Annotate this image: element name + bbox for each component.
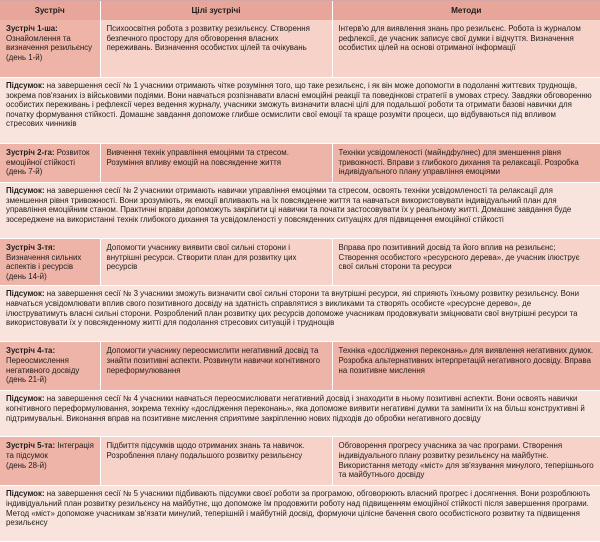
meeting-day: (день 28-й) bbox=[6, 460, 47, 470]
meeting-subtitle: Інтеграція та підсумок bbox=[6, 441, 94, 460]
methods-cell: Обговорення прогресу учасника за час програми. Створення індивідуального плану розвитку резильєнсу на майбутнє. Використання методу «міст» для зв'язування минулого, теперішнього та майбутнього досвіду bbox=[332, 437, 600, 486]
header-goals: Цілі зустрічі bbox=[100, 1, 332, 20]
meeting-row bbox=[0, 342, 600, 391]
summary-cell bbox=[0, 391, 600, 437]
methods-cell: Інтерв'ю для виявлення знань про резильєнс. Робота із журналом рефлексії, де учасник записує свої думки і відчуття. Визначення особистих цілей на основі отриманої інформації bbox=[332, 20, 600, 78]
goals-cell: Допомогти учаснику переосмислити негативний досвід та знайти позитивні аспекти. Розвинути навички когнітивного переформулювання bbox=[100, 342, 332, 391]
meeting-cell bbox=[0, 437, 100, 486]
meeting-subtitle: Розвиток емоційної стійкості bbox=[6, 148, 90, 167]
summary-row bbox=[0, 183, 600, 239]
summary-text: на завершення сесії № 2 учасники отримають навички управління емоціями та стресом, освоять техніки усвідомленості та релаксації для зменшення рівня тривожності. Вони зрозуміють, як емоції впливають на їх повсякденне життя та навчаться використовувати індивідуальний план для управління емоційним станом. Практичні вправи допоможуть закріпити ці навички та почати застосовувати їх у реальному житті. Домашнє завдання буде зосереджене на використанні технік глибокого дихання та усвідомленості у повсякденних ситуаціях для підвищення емоційної стійкості bbox=[6, 186, 572, 224]
meeting-title: Зустріч 2-га: bbox=[6, 148, 55, 157]
header-meeting: Зустріч bbox=[0, 1, 100, 20]
summary-cell bbox=[0, 78, 600, 144]
summary-text: на завершення сесії № 5 учасники підбивають підсумки своєї роботи за програмою, обговорюють власний прогрес і досягнення. Вони розроблюють індивідуальний план розвитку резильєнсу на майбутнє, що допоможе їм продовжити роботу над підвищенням емоційної стійкості після завершення програми. Метод «міст» допоможе учасникам зв'язати минулий, теперішній і майбутній досвід, формуючи цілісне бачення свого особистісного розвитку та підвищення резильєнсу bbox=[6, 489, 591, 528]
meeting-title: Зустріч 5-та: bbox=[6, 441, 56, 451]
goals-cell: Вивчення технік управління емоціями та стресом. Розуміння впливу емоцій на повсякденне життя bbox=[100, 144, 332, 183]
summary-row bbox=[0, 78, 600, 144]
meeting-subtitle: Переосмислення негативного досвіду bbox=[6, 355, 80, 375]
summary-label: Підсумок: bbox=[6, 489, 45, 499]
meeting-row bbox=[0, 437, 600, 486]
methods-cell: Вправа про позитивний досвід та його вплив на резильєнс; Створення особистого «ресурсного дерева», де учасник ілюструє свої сильні сторони та ресурси bbox=[332, 239, 600, 286]
summary-text: на завершення сесії № 3 учасники зможуть визначити свої сильні сторони та внутрішні ресурси, які сприяють їхньому розвитку резильєнсу. Вони навчаться усвідомлювати вплив свого позитивного досвіду на здатність справлятися з викликами та створять особисте «ресурсне дерево», де ілюструватимуть власні сильні сторони. Розроблений план розвитку цих ресурсів допоможе учасникам продовжувати зміцнювати свої внутрішні ресурси та використовувати їх у повсякденному житті для подолання стресових ситуацій і труднощів bbox=[6, 289, 580, 328]
meeting-title: Зустріч 1-ша: bbox=[6, 24, 58, 33]
summary-row bbox=[0, 286, 600, 342]
meeting-cell bbox=[0, 144, 100, 183]
meeting-row bbox=[0, 239, 600, 286]
meeting-cell bbox=[0, 342, 100, 391]
meeting-subtitle: Визначення сильних аспектів і ресурсів bbox=[6, 252, 82, 272]
summary-cell bbox=[0, 486, 600, 542]
summary-row bbox=[0, 391, 600, 437]
goals-cell: Допомогти учаснику виявити свої сильні сторони і внутрішні ресурси. Створити план для розвитку цих ресурсів bbox=[100, 239, 332, 286]
summary-label: Підсумок: bbox=[6, 289, 45, 299]
summary-text: на завершення сесії № 1 учасники отримають чітке розуміння того, що таке резильєнс, і як він може допомогти в подоланні життєвих труднощів, зокрема пов'язаних із військовими подіями. Вони навчаться розпізнавати власні емоційні реакції та поведінкові стратегії в умовах стресу. Завдяки обговоренню особистих переживань і рефлексії через ведення журналу, учасники зможуть визначити власні цілі для подальшої роботи та отримати базові навички для початку формування стійкості. Домашнє завдання допоможе глибше осмислити свої емоції та краще розуміти процеси, що відбуваються під впливом стресових чинників bbox=[6, 81, 592, 129]
summary-label: Підсумок: bbox=[6, 186, 45, 195]
meeting-day: (день 7-й) bbox=[6, 167, 43, 177]
goals-cell: Підбиття підсумків щодо отриманих знань та навичок. Розроблення плану подальшого розвитку резильєнсу bbox=[100, 437, 332, 486]
header-row bbox=[0, 1, 600, 20]
meeting-cell bbox=[0, 239, 100, 286]
meeting-day: (день 14-й) bbox=[6, 271, 47, 281]
meeting-row bbox=[0, 20, 600, 78]
methods-cell: Техніки усвідомленості (майндфулнес) для зменшення рівня тривожності. Вправи з глибокого дихання та релаксації. Розробка індивідуального плану управління емоціями bbox=[332, 144, 600, 183]
summary-cell bbox=[0, 286, 600, 342]
meeting-day: (день 1-й) bbox=[6, 52, 43, 62]
summary-text: на завершення сесії № 4 учасники навчаться переосмислювати негативний досвід і знаходити в ньому позитивні аспекти. Вони освоять навички когнітивного переформулювання, зокрема техніку «дослідження переконань», яка допоможе виявити негативні думки та замінити їх на більш конструктивні й підтримувальні. Виконання вправ на позитивне мислення сприятиме закріпленню нових підходів до обробки негативного досвіду bbox=[6, 394, 585, 423]
meeting-cell bbox=[0, 20, 100, 78]
summary-row bbox=[0, 486, 600, 542]
meeting-title: Зустріч 4-та: bbox=[6, 346, 56, 356]
summary-label: Підсумок: bbox=[6, 394, 45, 404]
goals-cell: Психоосвітня робота з розвитку резильєнсу. Створення безпечного простору для обговорення власних переживань. Визначення особистих цілей та очікувань bbox=[100, 20, 332, 78]
meeting-day: (день 21-й) bbox=[6, 375, 47, 385]
meeting-row bbox=[0, 144, 600, 183]
header-methods: Методи bbox=[332, 1, 600, 20]
summary-label: Підсумок: bbox=[6, 81, 45, 90]
sessions-table bbox=[0, 1, 600, 542]
summary-cell bbox=[0, 183, 600, 239]
methods-cell: Техніка «дослідження переконань» для виявлення негативних думок. Розробка альтернативних інтерпретацій негативного досвіду. Вправа на позитивне мислення bbox=[332, 342, 600, 391]
meeting-title: Зустріч 3-тя: bbox=[6, 243, 56, 252]
meeting-subtitle: Ознайомлення та визначення резильєнсу bbox=[6, 33, 93, 53]
